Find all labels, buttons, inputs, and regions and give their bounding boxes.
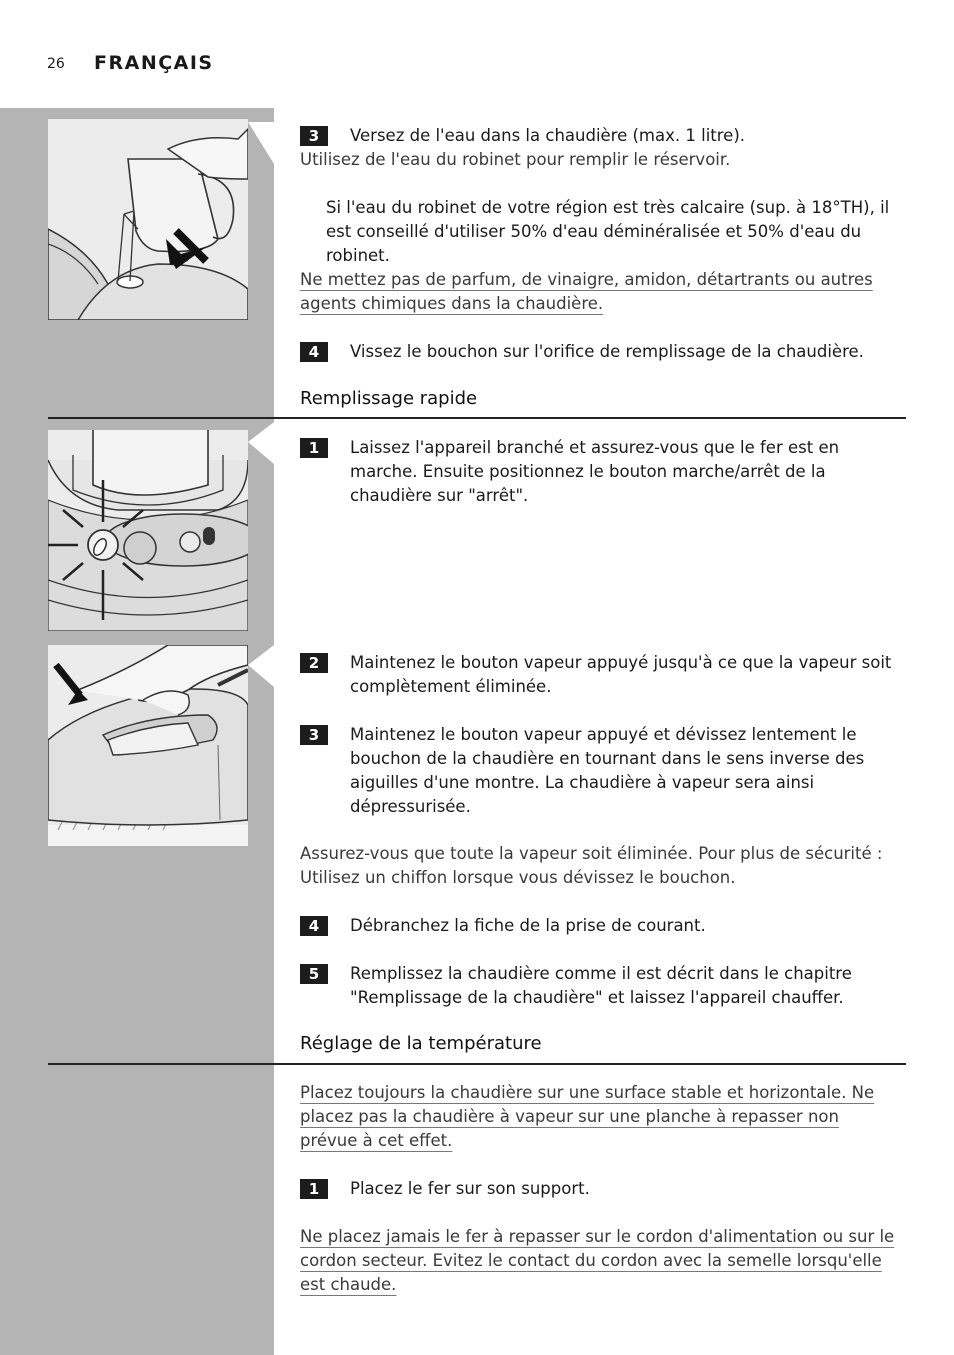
step-3-pour-water bbox=[300, 124, 745, 148]
step-text: Maintenez le bouton vapeur appuyé jusqu'à ce que la vapeur soit complètement éliminée. bbox=[350, 653, 892, 696]
step-4-screw-cap bbox=[300, 340, 864, 364]
step-text: Vissez le bouchon sur l'orifice de remplissage de la chaudière. bbox=[350, 342, 864, 361]
step-number: 2 bbox=[300, 653, 328, 673]
step-number: 4 bbox=[300, 342, 328, 362]
step-text: Remplissez la chaudière comme il est décrit dans le chapitre "Remplissage de la chaudière" et laissez l'appareil chauffer. bbox=[350, 964, 852, 1007]
illustration-pointer bbox=[248, 645, 274, 687]
page-language: FRANÇAIS bbox=[94, 52, 214, 74]
step-3-unscrew-cap bbox=[300, 723, 900, 819]
hard-water-note: Si l'eau du robinet de votre région est très calcaire (sup. à 18°TH), il est conseillé d'utiliser 50% d'eau déminéralisée et 50% d'eau du robinet. bbox=[326, 198, 890, 265]
step-text: Maintenez le bouton vapeur appuyé et dévissez lentement le bouchon de la chaudière en tournant dans le sens inverse des aiguilles d'une montre. La chaudière à vapeur sera ainsi dépressurisée. bbox=[350, 725, 865, 816]
section-heading-quick-fill: Remplissage rapide bbox=[300, 388, 478, 409]
section-divider bbox=[48, 417, 906, 419]
step-number: 5 bbox=[300, 964, 328, 984]
step-text: Laissez l'appareil branché et assurez-vous que le fer est en marche. Ensuite positionnez le bouton marche/arrêt de la chaudière sur "arrêt". bbox=[350, 438, 840, 505]
step-number: 4 bbox=[300, 916, 328, 936]
illustration-pointer bbox=[248, 122, 274, 164]
chemical-warning-text: Ne mettez pas de parfum, de vinaigre, amidon, détartrants ou autres agents chimiques dans la chaudière. bbox=[300, 270, 873, 313]
step-number: 3 bbox=[300, 725, 328, 745]
step-5-refill bbox=[300, 962, 900, 1010]
step-number: 1 bbox=[300, 438, 328, 458]
surface-warning bbox=[300, 1081, 900, 1153]
section-divider bbox=[48, 1063, 906, 1065]
illustration-pointer bbox=[248, 422, 274, 464]
step-text: Débranchez la fiche de la prise de courant. bbox=[350, 916, 706, 935]
step-4-unplug bbox=[300, 914, 900, 938]
step-number: 1 bbox=[300, 1179, 328, 1199]
chemical-warning bbox=[300, 268, 890, 316]
step-1-place-iron bbox=[300, 1177, 900, 1201]
safety-note: Assurez-vous que toute la vapeur soit éliminée. Pour plus de sécurité : Utilisez un chiffon lorsque vous dévissez le bouchon. bbox=[300, 844, 883, 887]
step-number: 3 bbox=[300, 126, 328, 146]
page-number: 26 bbox=[47, 56, 65, 72]
tap-water-note: Utilisez de l'eau du robinet pour remplir le réservoir. bbox=[300, 150, 731, 169]
illustration-pour-water bbox=[48, 119, 248, 320]
section-heading-temperature: Réglage de la température bbox=[300, 1033, 542, 1054]
step-2-release-steam bbox=[300, 651, 900, 699]
cord-warning bbox=[300, 1225, 900, 1297]
surface-warning-text: Placez toujours la chaudière sur une surface stable et horizontale. Ne placez pas la chaudière à vapeur sur une planche à repasser non prévue à cet effet. bbox=[300, 1083, 875, 1150]
step-text: Versez de l'eau dans la chaudière (max. 1 litre). bbox=[350, 126, 746, 145]
illustration-steam-button bbox=[48, 645, 248, 846]
step-text: Placez le fer sur son support. bbox=[350, 1179, 590, 1198]
step-1-switch-off bbox=[300, 436, 900, 508]
illustration-onoff-button bbox=[48, 430, 248, 631]
cord-warning-text: Ne placez jamais le fer à repasser sur le cordon d'alimentation ou sur le cordon secteur. Evitez le contact du cordon avec la semelle lorsqu'elle est chaude. bbox=[300, 1227, 895, 1294]
